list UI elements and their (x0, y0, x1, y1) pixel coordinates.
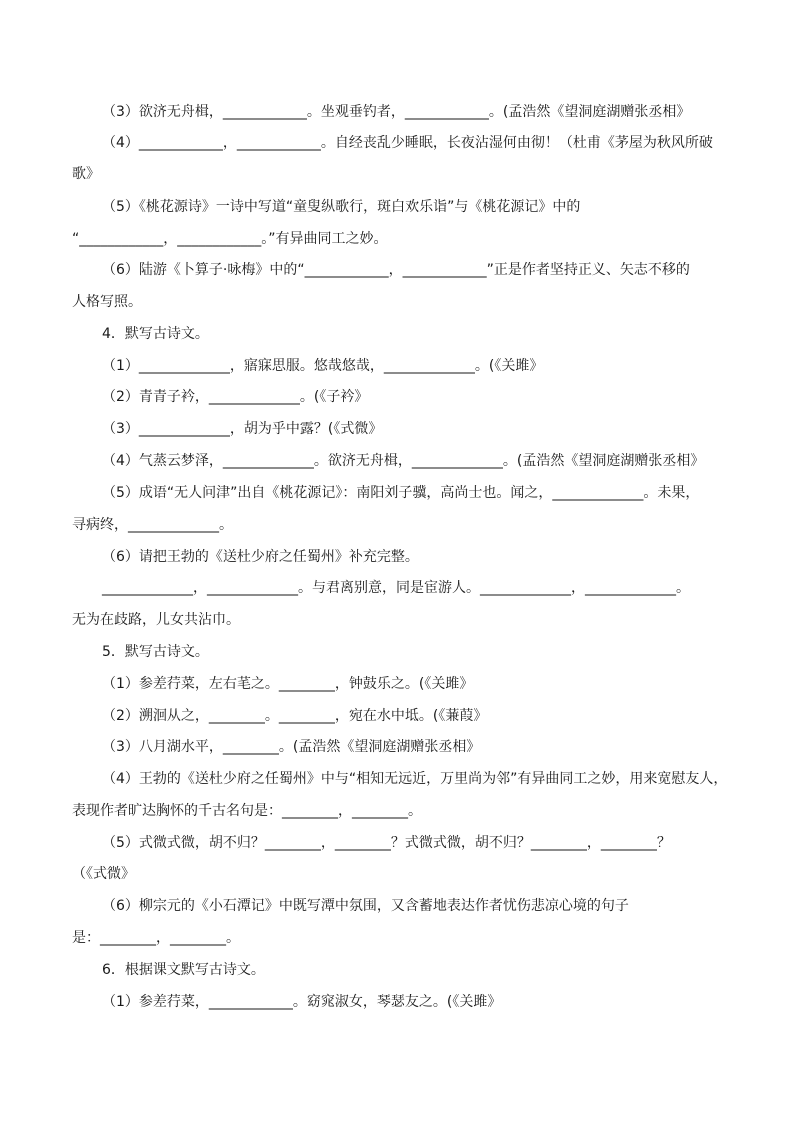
question-4-2: （2）青青子衿，_____________。(《子衿》 (102, 389, 369, 405)
question-4-6-cont: 无为在歧路，儿女共沾巾。 (72, 612, 240, 628)
question-5-1: （1）参差荇菜，左右芼之。________，钟鼓乐之。(《关雎》 (102, 676, 474, 692)
question-5-6-cont: 是：________，________。 (72, 930, 240, 946)
question-5-5-cont: （《式微》 (72, 866, 135, 882)
section-4-heading: 4．默写古诗文。 (102, 326, 209, 342)
question-4-4: （4）气蒸云梦泽，_____________。欲济无舟楫，_____________。(孟浩然《望洞庭湖赠张丞相》 (102, 453, 705, 469)
question-3-4: （4）____________，____________。自经丧乱少睡眠，长夜沾湿何由彻！（杜甫《茅屋为秋风所破 (102, 135, 713, 151)
section-5-heading: 5．默写古诗文。 (102, 644, 209, 660)
question-3-6: （6）陆游《卜算子·咏梅》中的“____________，____________”正是作者坚持正义、矢志不移的 (102, 262, 690, 278)
question-4-5-cont: 寻病终，_____________。 (72, 517, 233, 533)
question-4-6-blanks: _____________，_____________。与君离别意，同是宦游人。_____________，_____________。 (102, 580, 690, 596)
question-5-4-cont: 表现作者旷达胸怀的千古名句是：________，________。 (72, 803, 422, 819)
question-3-6-cont: 人格写照。 (72, 294, 142, 310)
question-3-5-cont: “____________，____________。”有异曲同工之妙。 (72, 231, 388, 247)
section-6-heading: 6．根据课文默写古诗文。 (102, 962, 265, 978)
question-5-4: （4）王勃的《送杜少府之任蜀州》中与“相知无远近，万里尚为邻”有异曲同工之妙，用来宽慰友人， (102, 771, 728, 787)
question-4-5: （5）成语“无人问津”出自《桃花源记》：南阳刘子骥，高尚士也。闻之，_____________。未果， (102, 485, 700, 501)
question-4-6: （6）请把王勃的《送杜少府之任蜀州》补充完整。 (102, 549, 419, 565)
question-5-6: （6）柳宗元的《小石潭记》中既写潭中氛围，又含蓄地表达作者忧伤悲凉心境的句子 (102, 898, 629, 914)
question-3-5: （5）《桃花源诗》一诗中写道“童叟纵歌行，斑白欢乐诣”与《桃花源记》中的 (102, 199, 581, 215)
question-6-1: （1）参差荇菜，____________。窈窕淑女，琴瑟友之。(《关雎》 (102, 994, 502, 1010)
question-4-3: （3）_____________，胡为乎中露？(《式微》 (102, 421, 383, 437)
question-3-4-cont: 歌》 (72, 166, 100, 182)
question-5-2: （2）溯洄从之，________。________，宛在水中坻。(《蒹葭》 (102, 708, 488, 724)
question-4-1: （1）_____________，寤寐思服。悠哉悠哉，_____________。(《关雎》 (102, 358, 544, 374)
question-3-3: （3）欲济无舟楫，____________。坐观垂钓者，____________。(孟浩然《望洞庭湖赠张丞相》 (102, 104, 691, 120)
question-5-3: （3）八月湖水平，________。(孟浩然《望洞庭湖赠张丞相》 (102, 739, 481, 755)
question-5-5: （5）式微式微，胡不归？________，________？式微式微，胡不归？________，________？ (102, 835, 671, 851)
